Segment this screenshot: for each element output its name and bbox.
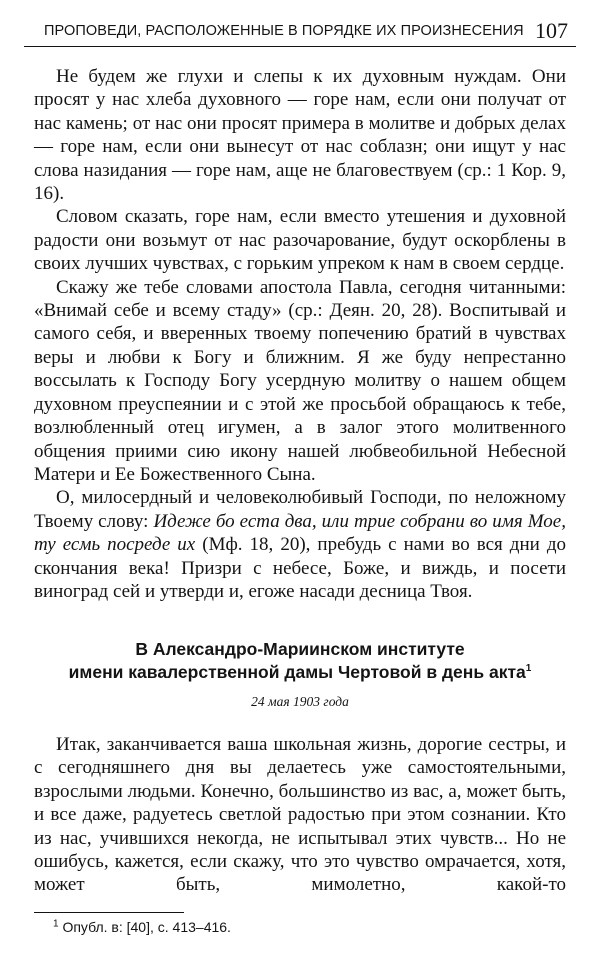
section-heading-text-2: имени кавалерственной дамы Чертовой в день акта — [68, 662, 526, 682]
footnote-text: Опубл. в: [40], с. 413–416. — [62, 919, 231, 935]
running-header — [24, 14, 576, 47]
prayer-text-before: О, милосердный и человеколюбивый Господи, по неложному Твоему слову: — [34, 487, 566, 532]
page-number: 107 — [535, 18, 568, 43]
footnote-divider — [34, 912, 184, 913]
prayer-text-after: (Мф. 18, 20), пребудь с нами во вся дни до скончания века! Призри с небесе, Боже, и виждь, и посети виноград сей и утверди и, егоже насади десница Твоя. — [34, 534, 566, 602]
speech-text — [34, 733, 566, 897]
section-heading-text-1: В Александро-Мариинском институте — [135, 639, 465, 659]
running-title: ПРОПОВЕДИ, РАСПОЛОЖЕННЫЕ В ПОРЯДКЕ ИХ ПРОИЗНЕСЕНИЯ — [44, 23, 524, 39]
section-heading-line-1 — [34, 638, 566, 661]
footnote-marker: 1 — [53, 918, 59, 930]
paragraph: Итак, заканчивается ваша школьная жизнь, дорогие сестры, и с сегодняшнего дня вы делаетесь уже самостоятельными, взрослыми людьми. Конечно, большинство из вас, а, может быть, и все даже, радуетесь светлой радостью при этом сознании. Кто из нас, учившихся некогда, не испытывал этих чувств... Но не ошибусь, кажется, если скажу, что это чувство омрачается, хотя, может быть, мимолетно, какой-то — [34, 734, 566, 896]
footnote-reference: 1 — [525, 663, 532, 675]
footnote — [53, 919, 231, 935]
paragraph: Словом сказать, горе нам, если вместо утешения и духовной радости они возьмут от нас разочарование, будут оскорблены в своих лучших чувствах, с горьким упреком к нам в своем сердце. — [34, 206, 566, 275]
sermon-text — [34, 65, 566, 603]
paragraph: Скажу же тебе словами апостола Павла, сегодня читанными: «Внимай себе и всему стаду» (ср.: Деян. 20, 28). Воспитывай и самого себя, и вверенных твоему попечению братий в чувствах веры и любви к Богу и ближним. Я же буду непрестанно воссылать к Господу Богу усердную молитву о нашем общем духовном преуспеянии и с этой же просьбой обращаюсь к тебе, возлюбленный отец игумен, а в залог этого молитвенного общения приими сию икону нашей любвеобильной Небесной Матери и Ее Божественного Сына. — [34, 276, 566, 485]
section-date: 24 мая 1903 года — [251, 694, 349, 709]
prayer-paragraph — [34, 486, 566, 603]
section-heading-line-2 — [34, 661, 566, 684]
scripture-quote: Идеже бо еста два, или трие собрани во имя Мое, ту есмь посреде их — [34, 510, 566, 556]
paragraph: Не будем же глухи и слепы к их духовным нуждам. Они просят у нас хлеба духовного — горе нам, если они получат от нас камень; от нас они просят примера в молитве и добрых делах — горе нам, если они вынесут от нас соблазн; они ищут у нас слова назидания — горе нам, аще не благовествуем (ср.: 1 Кор. 9, 16). — [34, 66, 566, 205]
